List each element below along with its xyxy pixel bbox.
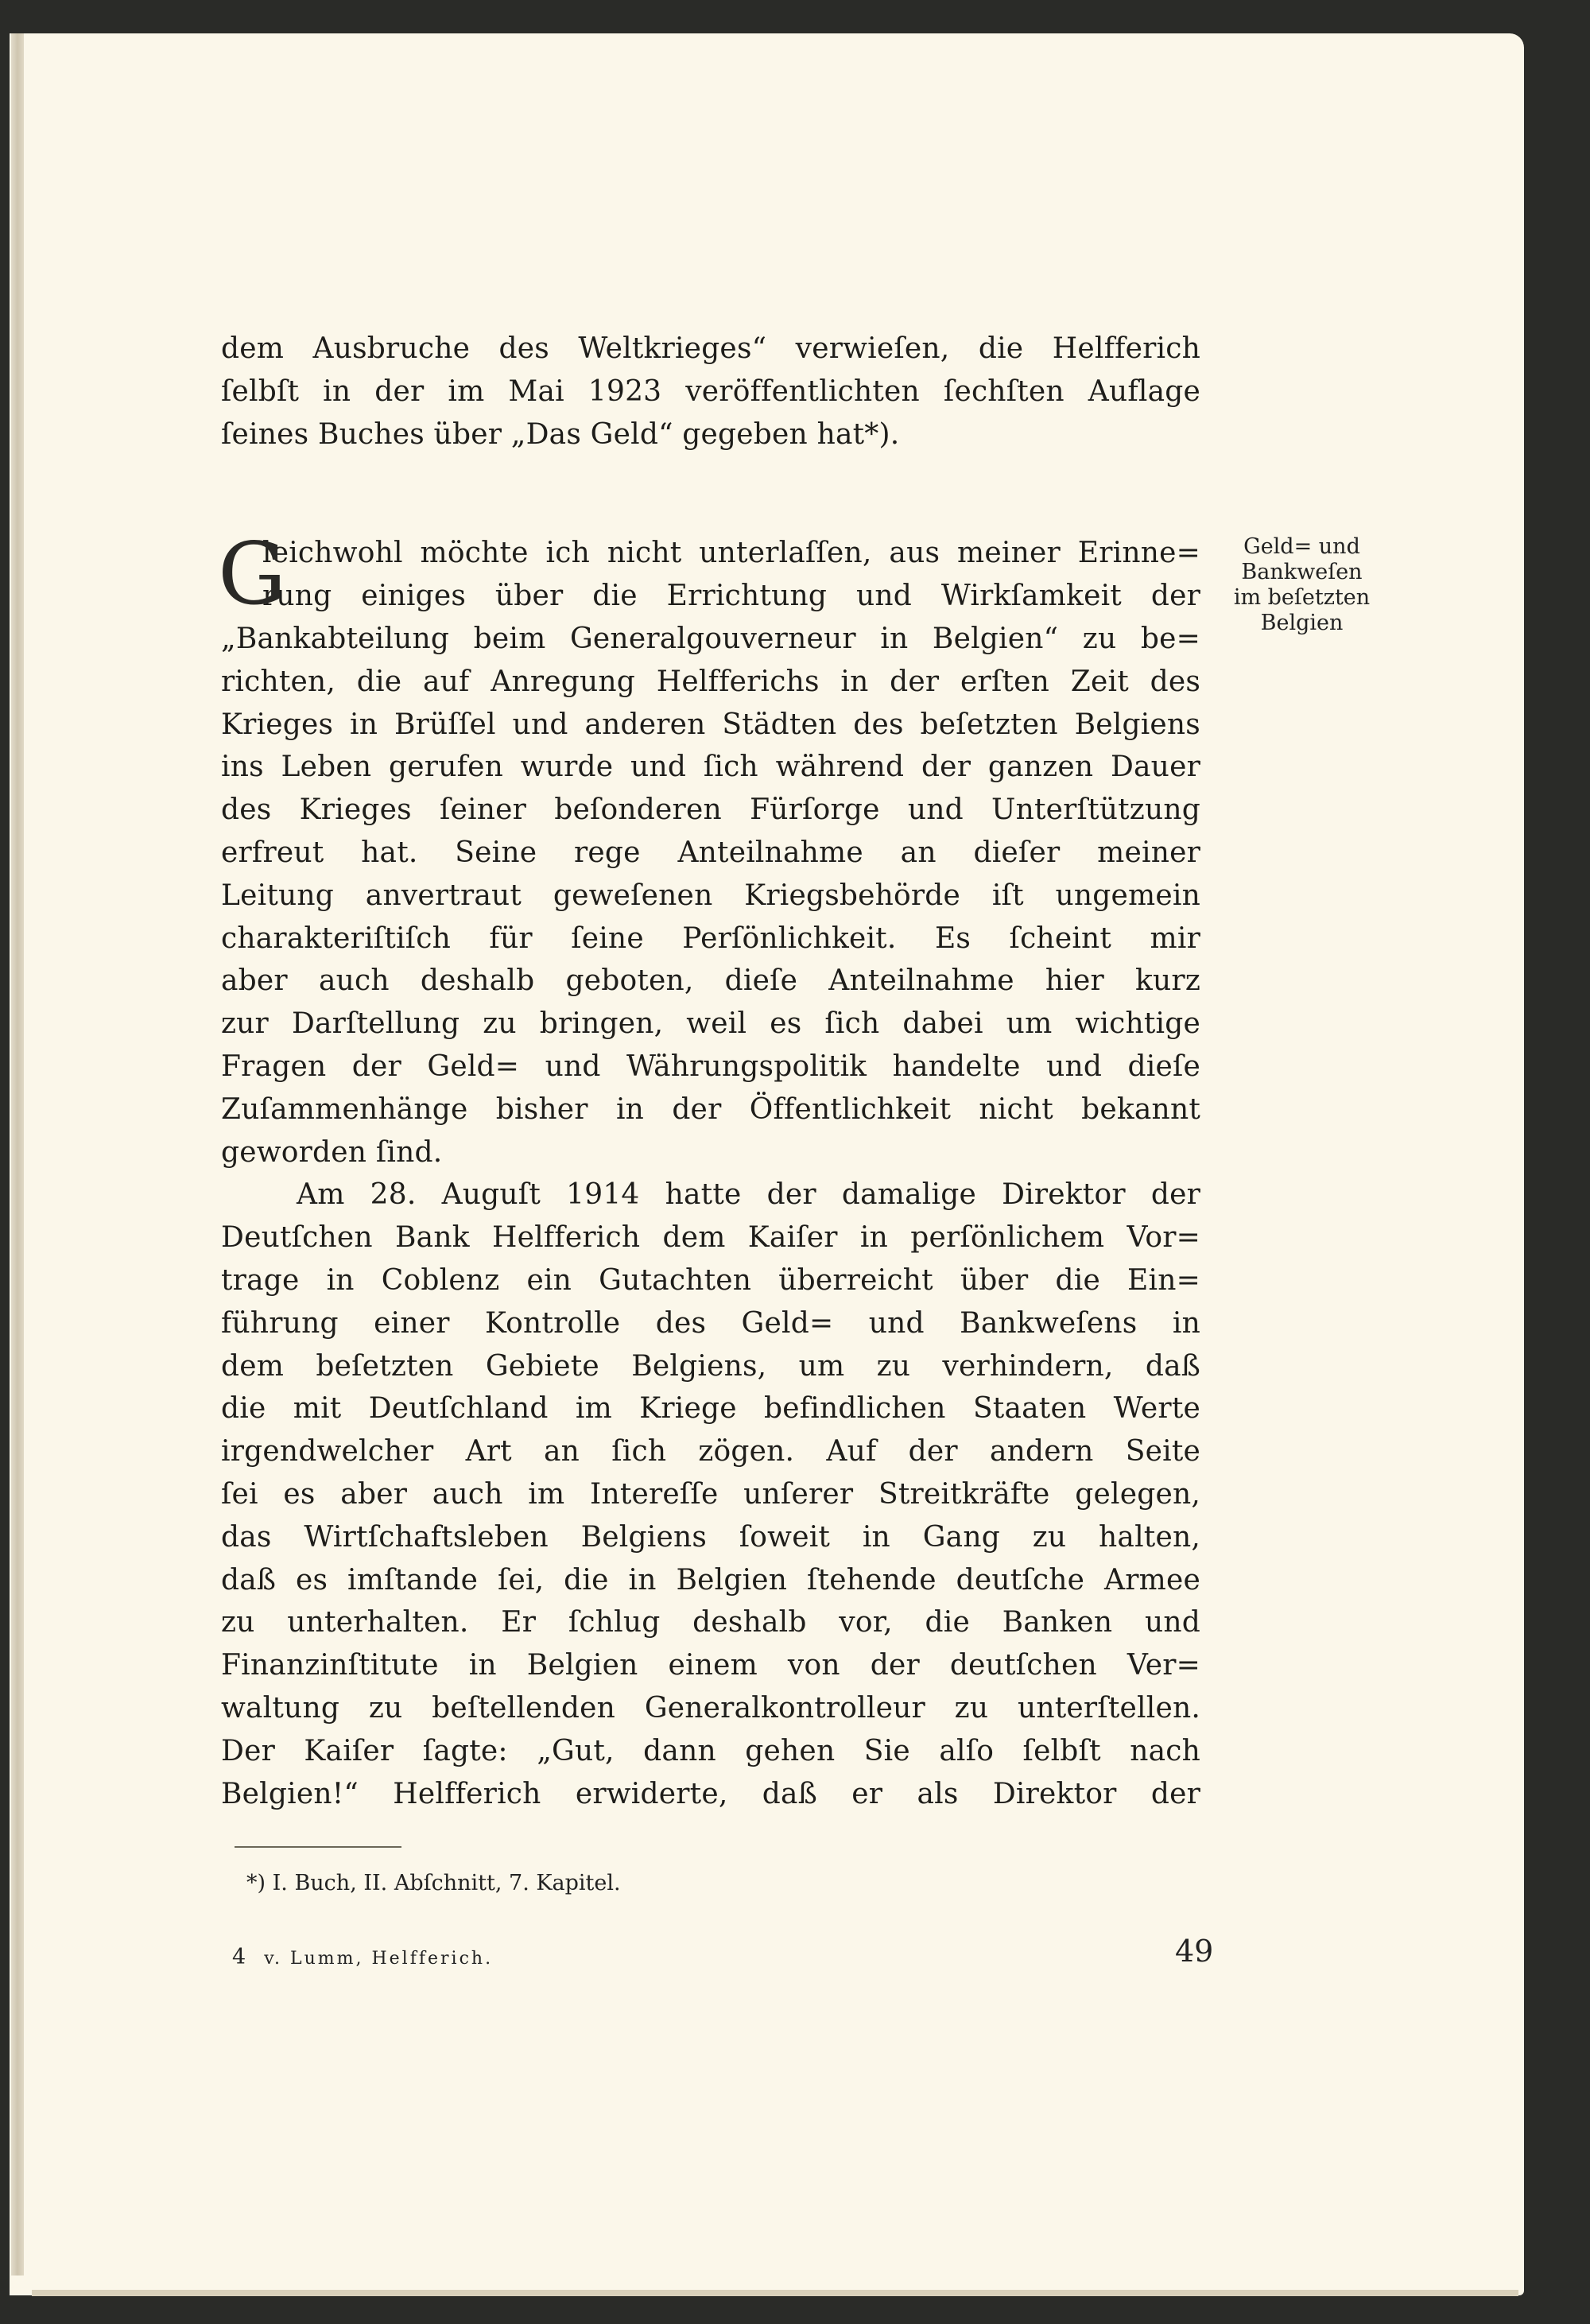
footnote: *) I. Buch, II. Abſchnitt, 7. Kapitel. <box>246 1871 621 1895</box>
text-line: ſelbſt in der im Mai 1923 veröffentlichten ſechſten Auflage <box>221 374 1200 408</box>
text-line: irgendwelcher Art an ſich zögen. Auf der andern Seite <box>221 1435 1200 1469</box>
text-line: charakteriſtiſch für ſeine Perſönlichkeit. Es ſcheint mir <box>221 921 1200 955</box>
text-line: des Krieges ſeiner beſonderen Fürſorge und Unterſtützung <box>221 793 1200 827</box>
text-line: ſei es aber auch im Intereſſe unſerer Streitkräfte gelegen, <box>221 1477 1200 1511</box>
marginal-line: im beſetzten <box>1233 585 1371 610</box>
text-line: leichwohl möchte ich nicht unterlaſſen, aus meiner Erinne= <box>262 537 1200 570</box>
printer-signature <box>232 1945 493 1969</box>
signature-mark: 4 <box>232 1945 246 1969</box>
body-text <box>218 328 1200 1815</box>
text-line: „Bankabteilung beim Generalgouverneur in Belgien“ zu be= <box>221 622 1200 655</box>
text-line: richten, die auf Anregung Helfferichs in der erſten Zeit des <box>221 665 1200 698</box>
text-line: zu unterhalten. Er ſchlug deshalb vor, die Banken und <box>221 1606 1200 1639</box>
text-line: führung einer Kontrolle des Geld= und Bankweſens in <box>221 1306 1200 1340</box>
text-line: aber auch deshalb geboten, dieſe Anteilnahme hier kurz <box>221 964 1200 998</box>
text-line: Finanzinſtitute in Belgien einem von der deutſchen Ver= <box>221 1649 1200 1682</box>
paragraph-1 <box>221 328 1200 456</box>
section-gap <box>221 456 1200 532</box>
text-line: ſeines Buches über „Das Geld“ gegeben hat*). <box>221 417 900 451</box>
page-bottom-edge <box>32 2290 1518 2296</box>
text-line: Krieges in Brüſſel und anderen Städten des beſetzten Belgiens <box>221 708 1200 741</box>
paragraph-2 <box>218 525 1200 1174</box>
text-line: rung einiges über die Errichtung und Wirkſamkeit der <box>262 580 1200 613</box>
page-gutter <box>11 33 24 2276</box>
text-line: Belgien!“ Helfferich erwiderte, daß er als Direktor der <box>221 1777 1200 1810</box>
text-line: Der Kaiſer ſagte: „Gut, dann gehen Sie alſo ſelbſt nach <box>221 1734 1200 1767</box>
signature-text: v. Lumm, Helfferich. <box>264 1949 494 1969</box>
text-line: erfreut hat. Seine rege Anteilnahme an dieſer meiner <box>221 836 1200 869</box>
text-line: dem beſetzten Gebiete Belgiens, um zu verhindern, daß <box>221 1349 1200 1383</box>
text-line: waltung zu beſtellenden Generalkontrolleur zu unterſtellen. <box>221 1691 1200 1725</box>
marginal-line: Bankweſen <box>1241 560 1363 584</box>
marginal-line: Belgien <box>1260 611 1344 635</box>
text-line: Leitung anvertraut geweſenen Kriegsbehörde iſt ungemein <box>221 879 1200 912</box>
text-line: zur Darſtellung zu bringen, weil es ſich dabei um wichtige <box>221 1007 1200 1041</box>
footnote-rule <box>235 1846 401 1848</box>
text-line: geworden ſind. <box>221 1135 443 1169</box>
drop-cap: G <box>218 525 287 625</box>
text-line: daß es imſtande ſei, die in Belgien ſtehende deutſche Armee <box>221 1563 1200 1597</box>
text-line: trage in Coblenz ein Gutachten überreicht über die Ein= <box>221 1263 1200 1297</box>
text-line: Fragen der Geld= und Währungspolitik handelte und dieſe <box>221 1049 1200 1083</box>
page-number: 49 <box>1175 1934 1214 1969</box>
marginal-note <box>1220 534 1383 636</box>
paragraph-3 <box>221 1174 1200 1815</box>
marginal-line: Geld= und <box>1243 534 1360 559</box>
text-line: Zuſammenhänge bisher in der Öffentlichkeit nicht bekannt <box>221 1092 1200 1126</box>
text-line: das Wirtſchaftsleben Belgiens ſoweit in Gang zu halten, <box>221 1520 1200 1554</box>
text-line: Am 28. Auguſt 1914 hatte der damalige Direktor der <box>297 1178 1200 1212</box>
text-line: ins Leben gerufen wurde und ſich während der ganzen Dauer <box>221 751 1200 784</box>
text-line: dem Ausbruche des Weltkrieges“ verwieſen, die Helfferich <box>221 332 1200 365</box>
text-line: Deutſchen Bank Helfferich dem Kaiſer in perſönlichem Vor= <box>221 1221 1200 1255</box>
text-line: die mit Deutſchland im Kriege befindlichen Staaten Werte <box>221 1392 1200 1426</box>
